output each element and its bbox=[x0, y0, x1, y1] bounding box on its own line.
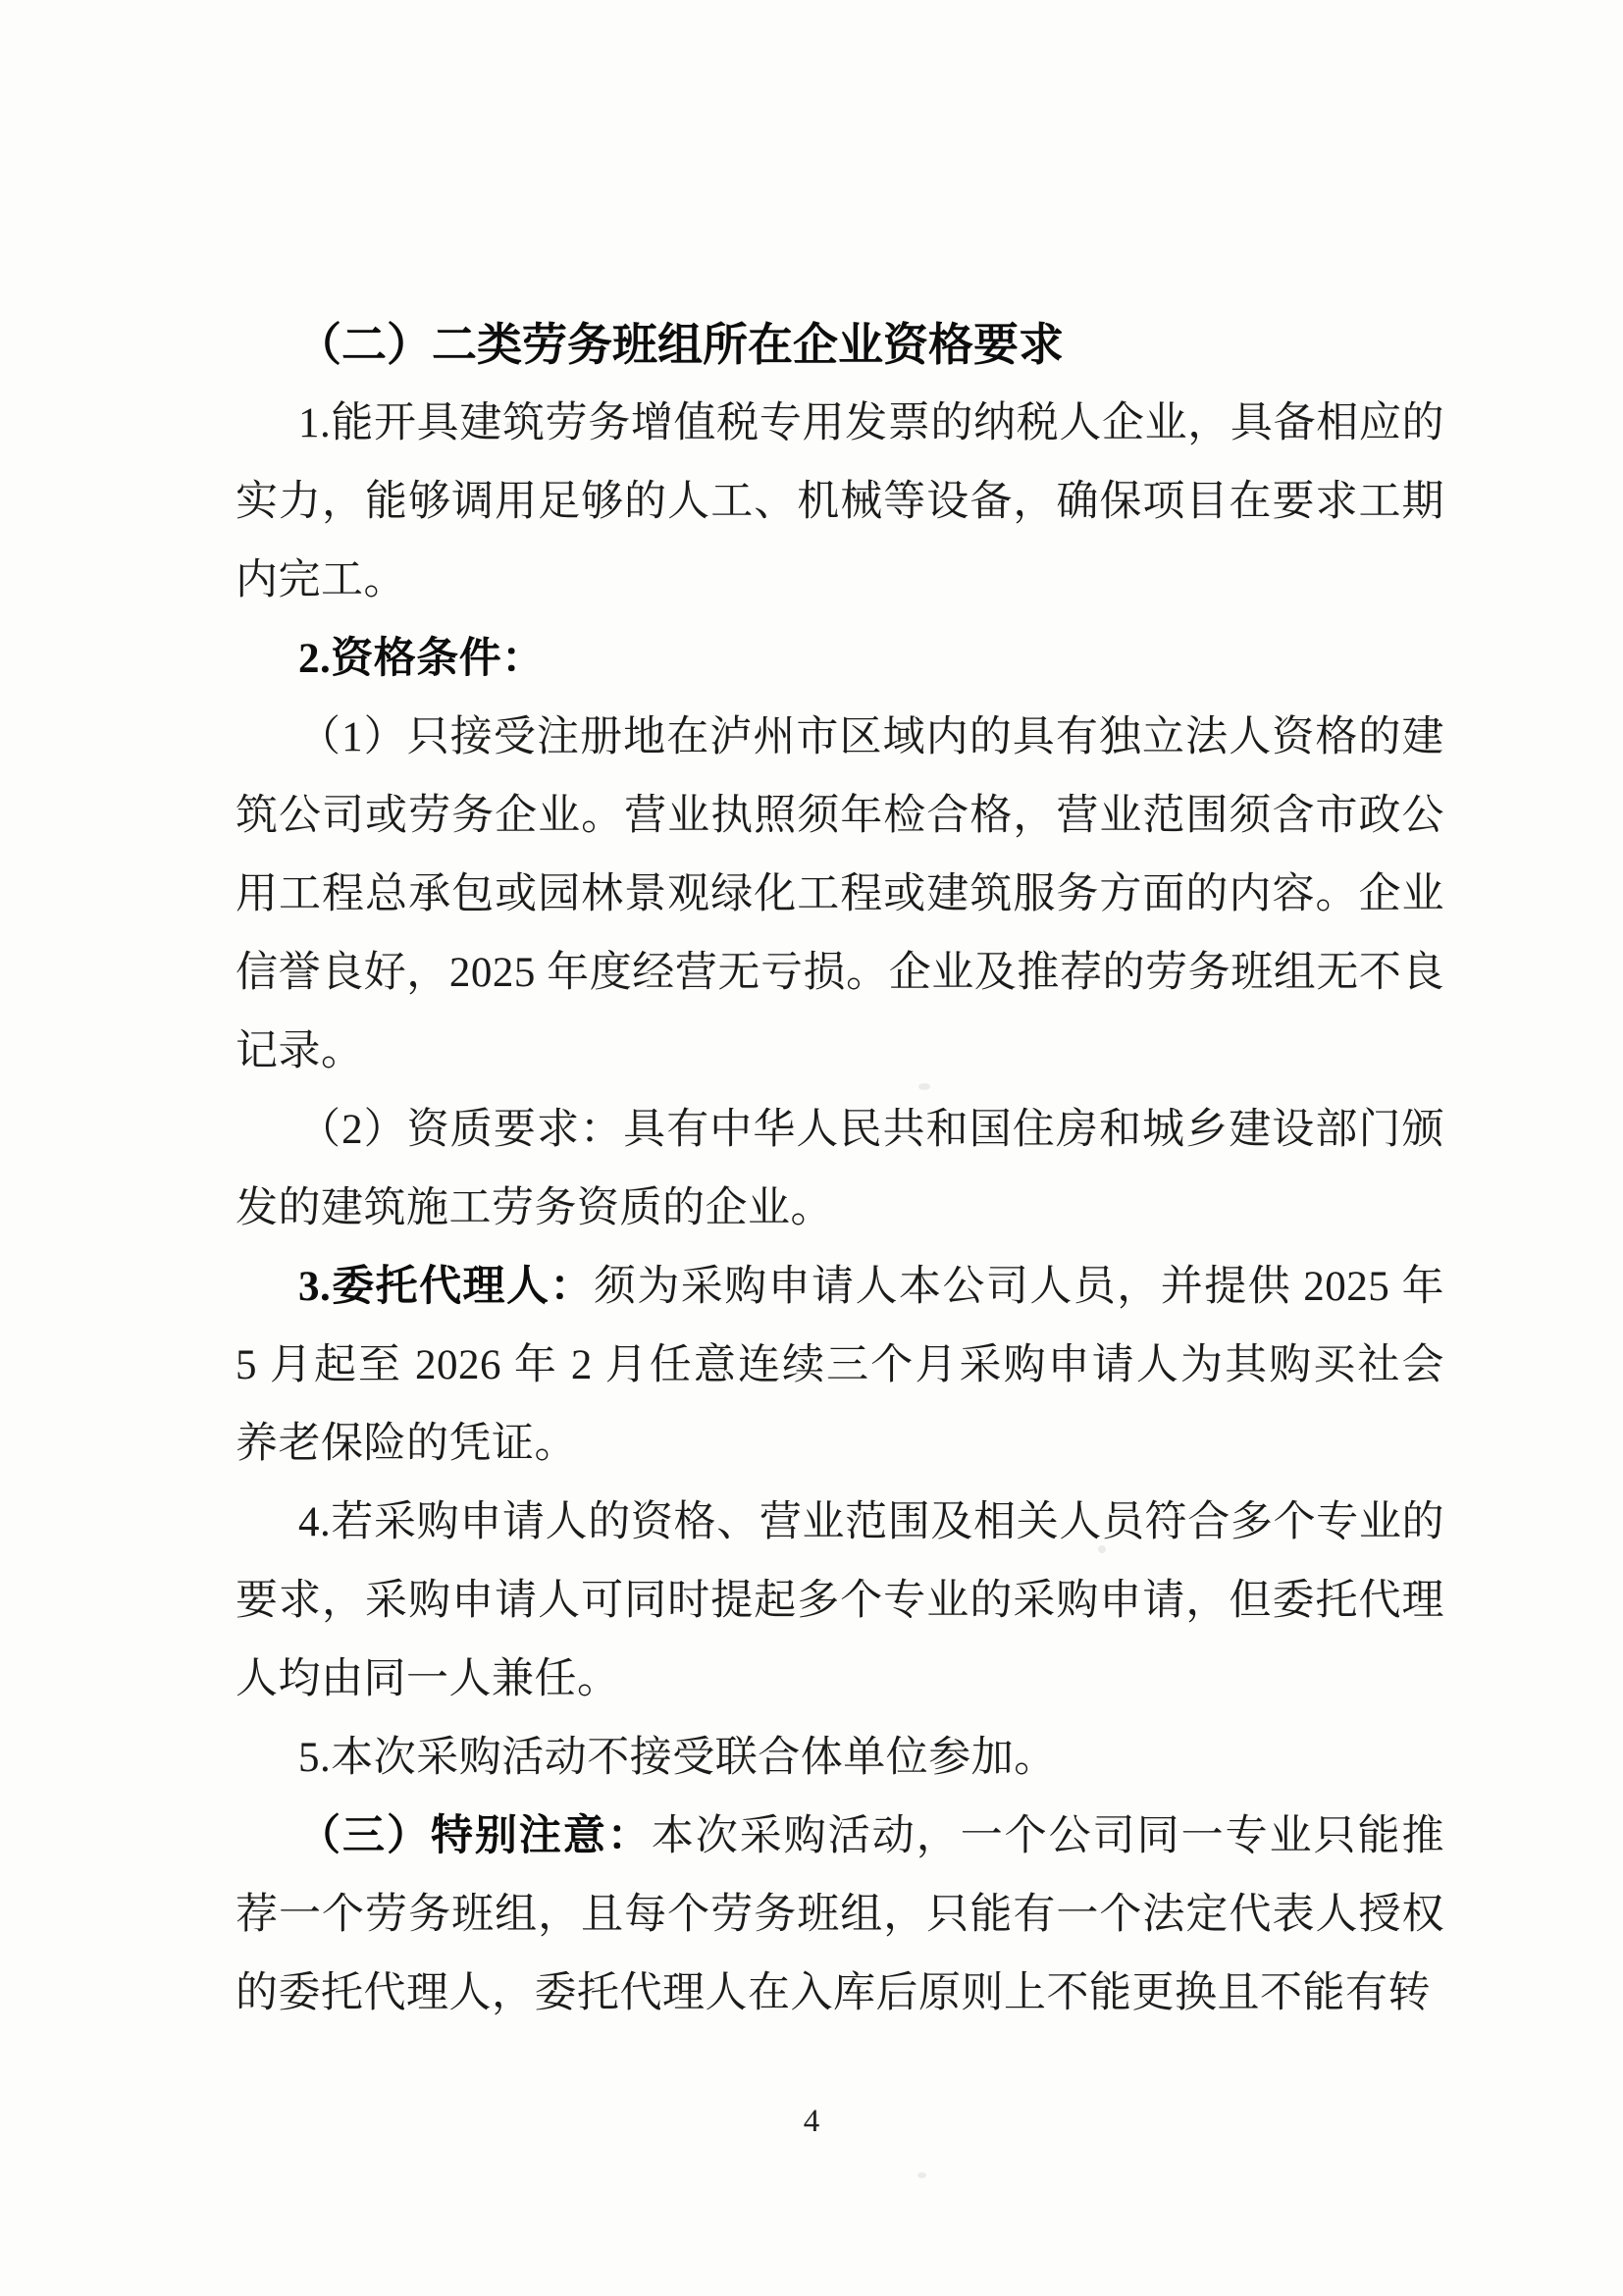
paragraph bbox=[236, 1091, 1444, 1248]
paragraph-text-bold: （三）特别注意： bbox=[298, 1813, 652, 1859]
paragraph bbox=[236, 1484, 1444, 1719]
paragraph-text-bold: 2.资格条件： bbox=[298, 636, 545, 682]
paragraph bbox=[236, 1719, 1444, 1798]
scan-artifact bbox=[917, 2172, 926, 2178]
paragraph-text-bold: 3.委托代理人： bbox=[298, 1264, 594, 1310]
document-body bbox=[236, 385, 1444, 2033]
page-number: 4 bbox=[803, 2104, 820, 2139]
paragraph bbox=[236, 699, 1444, 1091]
document-content bbox=[236, 306, 1444, 2033]
paragraph-text: 5.本次采购活动不接受联合体单位参加。 bbox=[298, 1735, 1057, 1781]
paragraph-text: （2）资质要求：具有中华人民共和国住房和城乡建设部门颁发的建筑施工劳务资质的企业。 bbox=[236, 1107, 1444, 1231]
section-heading: （二）二类劳务班组所在企业资格要求 bbox=[296, 320, 1064, 370]
scan-artifact bbox=[506, 422, 516, 429]
paragraph-text: 须为采购申请人本公司人员，并提供 2025 年 5 月起至 2026 年 2 月任意连续三个月采购申请人为其购买社会养老保险的凭证。 bbox=[236, 1264, 1445, 1467]
scan-artifact bbox=[648, 730, 655, 738]
paragraph bbox=[236, 385, 1444, 620]
paragraph-text: 1.能开具建筑劳务增值税专用发票的纳税人企业，具备相应的实力，能够调用足够的人工、机械等设备，确保项目在要求工期内完工。 bbox=[236, 400, 1444, 603]
scan-artifact bbox=[918, 1083, 930, 1090]
paragraph-text: 本次采购活动，一个公司同一专业只能推荐一个劳务班组，且每个劳务班组，只能有一个法定代表人授权的委托代理人，委托代理人在入库后原则上不能更换且不能有转 bbox=[236, 1813, 1445, 2016]
paragraph bbox=[236, 620, 1444, 699]
paragraph-text: 4.若采购申请人的资格、营业范围及相关人员符合多个专业的要求，采购申请人可同时提起多个专业的采购申请，但委托代理人均由同一人兼任。 bbox=[236, 1499, 1444, 1702]
paragraph bbox=[236, 1248, 1444, 1484]
scan-artifact bbox=[1098, 1545, 1106, 1553]
paragraph bbox=[236, 1798, 1444, 2033]
paragraph-text: （1）只接受注册地在泸州市区域内的具有独立法人资格的建筑公司或劳务企业。营业执照须年检合格，营业范围须含市政公用工程总承包或园林景观绿化工程或建筑服务方面的内容。企业信誉良好，2025 年度经营无亏损。企业及推荐的劳务班组无不良记录。 bbox=[236, 714, 1444, 1074]
